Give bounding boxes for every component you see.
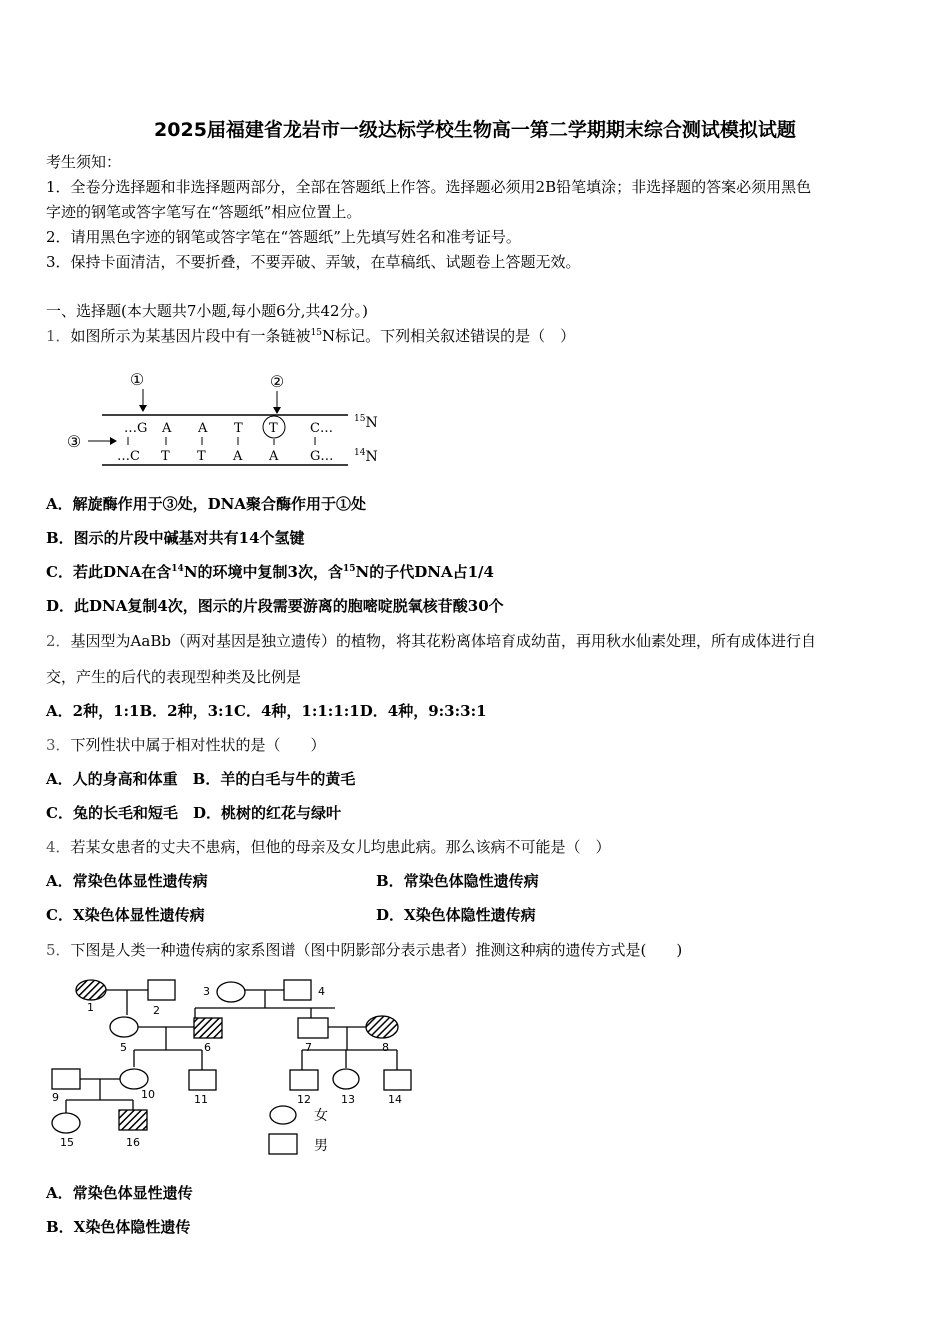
notice-item-1: 1．全卷分选择题和非选择题两部分，全部在答题纸上作答。选择题必须用2B铅笔填涂；非选择题的答案必须用黑色 bbox=[46, 178, 812, 196]
id-label: 10 bbox=[141, 1088, 155, 1101]
id-label: 12 bbox=[297, 1093, 311, 1106]
individual-7 bbox=[298, 1018, 328, 1038]
top-base: A bbox=[198, 421, 208, 436]
id-label: 2 bbox=[153, 1004, 160, 1017]
individual-13 bbox=[333, 1069, 359, 1089]
page-title: 2025届福建省龙岩市一级达标学校生物高一第二学期期末综合测试模拟试题 bbox=[154, 119, 796, 141]
individual-1 bbox=[76, 980, 106, 1000]
individual-14 bbox=[384, 1070, 411, 1090]
top-base: A bbox=[162, 421, 172, 436]
q1-option-b: B．图示的片段中碱基对共有14个氢键 bbox=[46, 529, 305, 547]
individual-15 bbox=[52, 1113, 80, 1133]
notice-item-1-cont: 字迹的钢笔或答字笔写在“答题纸”相应位置上。 bbox=[46, 203, 362, 221]
bottom-base: T bbox=[161, 449, 170, 464]
individual-4 bbox=[284, 980, 311, 1000]
id-label: 16 bbox=[126, 1136, 140, 1149]
q2-stem: 2．基因型为AaBb（两对基因是独立遗传）的植物，将其花粉离体培育成幼苗，再用秋水仙素处理，所有成体进行自 bbox=[46, 632, 816, 650]
marker-1: ① bbox=[129, 370, 145, 389]
id-label: 11 bbox=[194, 1093, 208, 1106]
top-base: …G bbox=[124, 421, 148, 436]
q3-options-row1: A．人的身高和体重 B．羊的白毛与牛的黄毛 bbox=[46, 770, 356, 788]
individual-2 bbox=[148, 980, 175, 1000]
top-base: T bbox=[234, 421, 243, 436]
pedigree-chart bbox=[40, 970, 430, 1165]
q5-stem: 5．下图是人类一种遗传病的家系图谱（图中阴影部分表示患者）推测这种病的遗传方式是( ) bbox=[46, 941, 683, 959]
q1-stem: 1．如图所示为某基因片段中有一条链被$^{15}$N标记。下列相关叙述错误的是（ ） bbox=[46, 327, 576, 345]
q1-option-d: D．此DNA复制4次，图示的片段需要游离的胞嘧啶脱氧核苷酸30个 bbox=[46, 597, 504, 615]
q3-stem: 3．下列性状中属于相对性状的是（ ） bbox=[46, 736, 326, 754]
q2-options: A．2种，1:1B．2种，3:1C．4种，1:1:1:1D．4种，9:3:3:1 bbox=[46, 702, 487, 720]
q5-option-b: B．X染色体隐性遗传 bbox=[46, 1218, 191, 1236]
dna-figure bbox=[60, 365, 390, 475]
q3-options-row2: C．兔的长毛和短毛 D．桃树的红花与绿叶 bbox=[46, 804, 341, 822]
q4-option-d: D．X染色体隐性遗传病 bbox=[376, 906, 536, 924]
q2-stem-cont: 交，产生的后代的表现型种类及比例是 bbox=[46, 668, 302, 686]
section-heading: 一、选择题(本大题共7小题,每小题6分,共42分。) bbox=[46, 302, 368, 320]
bottom-base: A bbox=[269, 449, 279, 464]
id-label: 4 bbox=[318, 985, 325, 998]
legend-female-label: 女 bbox=[314, 1108, 328, 1124]
q1-option-a: A．解旋酶作用于③处，DNA聚合酶作用于①处 bbox=[46, 495, 366, 513]
bottom-base: T bbox=[197, 449, 206, 464]
individual-6 bbox=[194, 1018, 222, 1038]
top-base: C… bbox=[310, 421, 333, 436]
individual-11 bbox=[189, 1070, 216, 1090]
id-label: 15 bbox=[60, 1136, 74, 1149]
top-base: T bbox=[269, 421, 278, 436]
individual-10 bbox=[120, 1069, 148, 1089]
legend-male-symbol bbox=[269, 1134, 297, 1154]
q1-number: 1． bbox=[46, 327, 71, 345]
q4-option-b: B．常染色体隐性遗传病 bbox=[376, 872, 539, 890]
label-15n: $^{15}$N bbox=[354, 414, 378, 431]
notice-item-2: 2．请用黑色字迹的钢笔或答字笔在“答题纸”上先填写姓名和准考证号。 bbox=[46, 228, 521, 246]
q1-option-c: C．若此DNA在含$^{14}$N的环境中复制3次，含$^{15}$N的子代DNA占1/4 bbox=[46, 563, 494, 581]
id-label: 13 bbox=[341, 1093, 355, 1106]
bottom-strand bbox=[117, 449, 333, 464]
individual-3 bbox=[217, 982, 245, 1002]
id-label: 5 bbox=[120, 1041, 127, 1054]
legend-female-symbol bbox=[270, 1106, 296, 1124]
id-label: 3 bbox=[203, 985, 210, 998]
top-strand bbox=[124, 421, 333, 436]
bottom-base: A bbox=[233, 449, 243, 464]
legend-male-label: 男 bbox=[314, 1138, 328, 1154]
id-label: 14 bbox=[388, 1093, 402, 1106]
q4-option-c: C．X染色体显性遗传病 bbox=[46, 906, 205, 924]
individual-8 bbox=[366, 1016, 398, 1038]
q4-stem: 4．若某女患者的丈夫不患病，但他的母亲及女儿均患此病。那么该病不可能是（ ） bbox=[46, 838, 611, 856]
individual-5 bbox=[110, 1017, 138, 1037]
notice-item-3: 3．保持卡面清洁，不要折叠，不要弄破、弄皱，在草稿纸、试题卷上答题无效。 bbox=[46, 253, 581, 271]
bottom-base: G… bbox=[310, 449, 334, 464]
q4-option-a: A．常染色体显性遗传病 bbox=[46, 872, 208, 890]
id-label: 7 bbox=[305, 1041, 312, 1054]
individual-9 bbox=[52, 1069, 80, 1089]
id-label: 8 bbox=[382, 1041, 389, 1054]
label-14n: $^{14}$N bbox=[354, 448, 378, 465]
marker-2: ② bbox=[269, 372, 285, 391]
id-label: 6 bbox=[204, 1041, 211, 1054]
bottom-base: …C bbox=[117, 449, 140, 464]
marker-3: ③ bbox=[66, 432, 82, 451]
id-label: 1 bbox=[87, 1001, 94, 1014]
notice-heading: 考生须知： bbox=[46, 153, 122, 171]
individual-12 bbox=[290, 1070, 318, 1090]
individual-16 bbox=[119, 1110, 147, 1130]
id-label: 9 bbox=[52, 1091, 59, 1104]
q5-option-a: A．常染色体显性遗传 bbox=[46, 1184, 193, 1202]
